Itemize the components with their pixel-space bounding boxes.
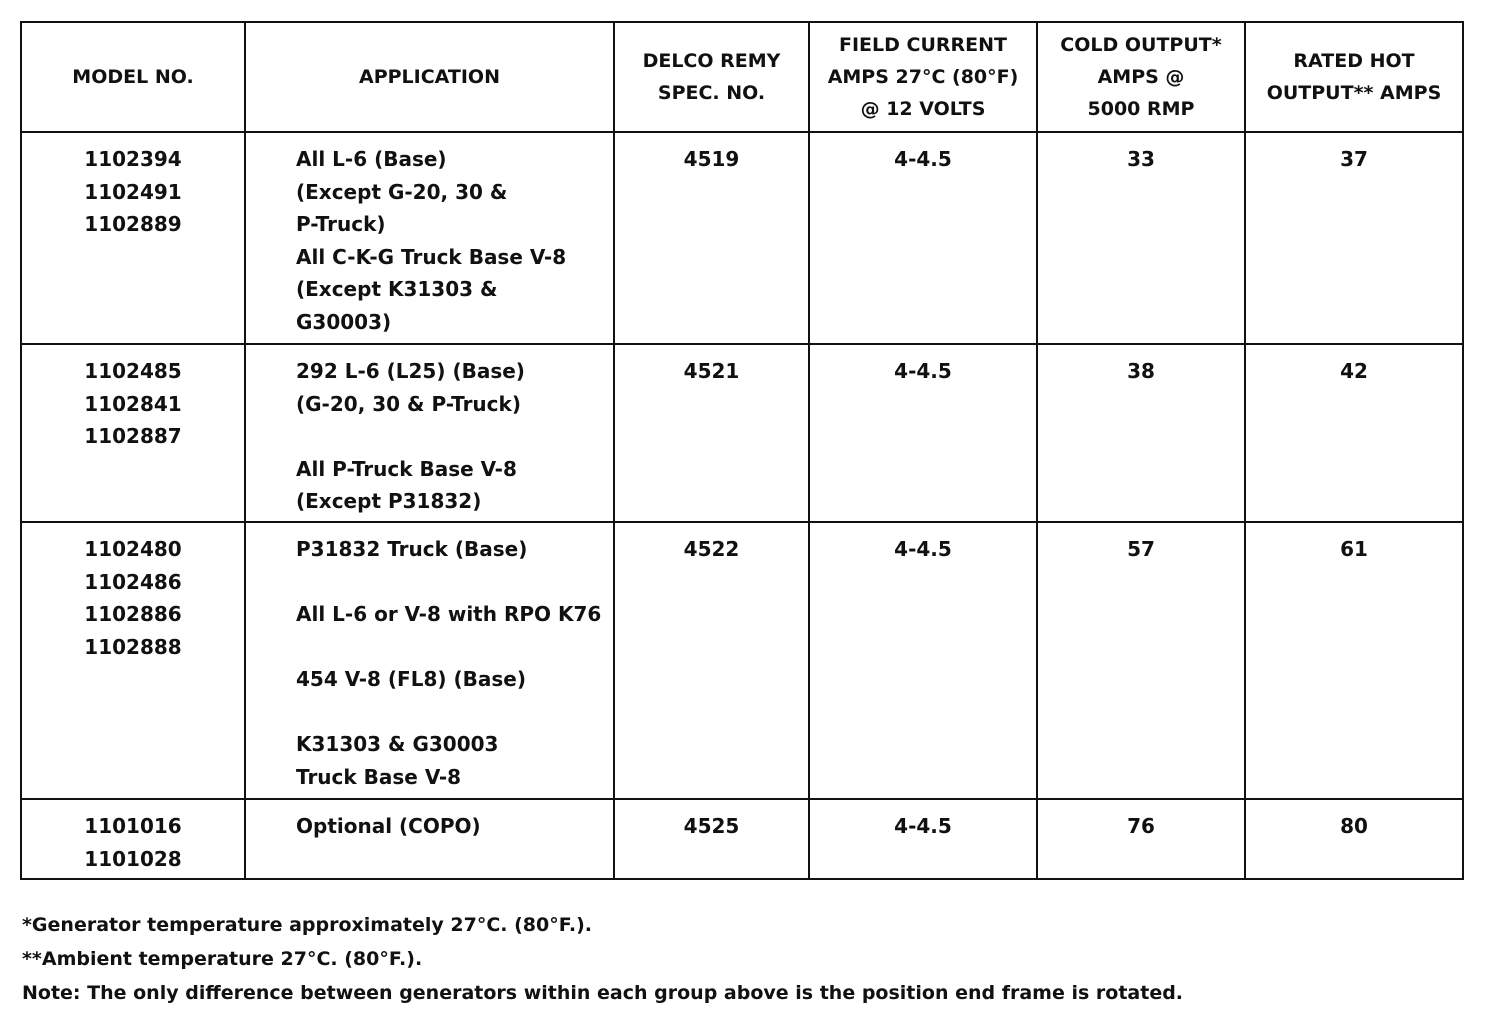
model-number: 1101016 [84, 814, 182, 838]
header-application: APPLICATION [245, 22, 614, 132]
model-numbers-cell [21, 522, 245, 799]
application-spacer [296, 696, 612, 729]
application-cell [245, 132, 614, 344]
model-numbers-cell [21, 132, 245, 344]
hot-output-cell: 42 [1245, 344, 1463, 522]
application-line: (Except P31832) [296, 489, 482, 513]
field-current-cell: 4-4.5 [809, 522, 1037, 799]
application-line: G30003) [296, 309, 392, 334]
application-cell [245, 344, 614, 522]
application-line: All L-6 (Base) [296, 147, 447, 171]
application-spacer [296, 631, 612, 664]
application-line: All C-K-G Truck Base V-8 [296, 244, 567, 269]
header-cold-output: COLD OUTPUT* AMPS @ 5000 RMP [1037, 22, 1245, 132]
model-number: 1102888 [84, 634, 182, 659]
application-line: P31832 Truck (Base) [296, 537, 528, 561]
cold-output-cell: 76 [1037, 799, 1245, 879]
application-line: (Except K31303 & [296, 277, 498, 301]
model-number: 1102485 [84, 359, 182, 383]
model-number: 1102887 [84, 424, 182, 448]
model-numbers-cell [21, 344, 245, 522]
model-number: 1101028 [84, 846, 182, 871]
model-number: 1102889 [84, 212, 182, 236]
table-row [21, 799, 1463, 879]
header-field-current: FIELD CURRENT AMPS 27°C (80°F) @ 12 VOLTS [809, 22, 1037, 132]
hot-output-cell: 61 [1245, 522, 1463, 799]
spec-number-cell: 4519 [614, 132, 809, 344]
footnote-generator-temperature: *Generator temperature approximately 27°C. (80°F.). [22, 914, 593, 936]
spec-number-cell: 4521 [614, 344, 809, 522]
application-line: P-Truck) [296, 212, 386, 236]
model-number: 1102394 [84, 147, 182, 171]
model-number: 1102480 [84, 537, 182, 561]
spec-number-cell: 4522 [614, 522, 809, 799]
application-line: All L-6 or V-8 with RPO K76 [296, 602, 602, 626]
model-number: 1102886 [84, 602, 182, 626]
footnotes [22, 908, 1462, 1010]
application-line: All P-Truck Base V-8 [296, 456, 517, 481]
model-number: 1102841 [84, 391, 182, 416]
hot-output-cell: 80 [1245, 799, 1463, 879]
cold-output-cell: 38 [1037, 344, 1245, 522]
model-number: 1102486 [84, 569, 182, 594]
model-numbers-cell [21, 799, 245, 879]
table-row [21, 344, 1463, 522]
application-spacer [296, 566, 612, 599]
header-rated-hot-output: RATED HOT OUTPUT** AMPS [1245, 22, 1463, 132]
model-number: 1102491 [84, 179, 182, 204]
application-line: (Except G-20, 30 & [296, 179, 508, 204]
footnote-ambient-temperature: **Ambient temperature 27°C. (80°F.). [22, 948, 423, 970]
application-line: Truck Base V-8 [296, 764, 462, 789]
header-row [21, 22, 1463, 132]
application-line: (G-20, 30 & P-Truck) [296, 391, 521, 416]
header-model-no: MODEL NO. [21, 22, 245, 132]
application-line: 292 L-6 (L25) (Base) [296, 359, 525, 383]
application-line: 454 V-8 (FL8) (Base) [296, 667, 526, 691]
field-current-cell: 4-4.5 [809, 799, 1037, 879]
application-line: Optional (COPO) [296, 814, 481, 838]
table-row [21, 522, 1463, 799]
table-row [21, 132, 1463, 344]
application-spacer [296, 420, 612, 453]
application-cell [245, 522, 614, 799]
field-current-cell: 4-4.5 [809, 132, 1037, 344]
cold-output-cell: 33 [1037, 132, 1245, 344]
generator-spec-table [20, 21, 1464, 880]
cold-output-cell: 57 [1037, 522, 1245, 799]
hot-output-cell: 37 [1245, 132, 1463, 344]
header-delco-remy-spec-no: DELCO REMY SPEC. NO. [614, 22, 809, 132]
spec-number-cell: 4525 [614, 799, 809, 879]
application-cell [245, 799, 614, 879]
footnote-note: Note: The only difference between generators within each group above is the position end frame is rotated. [22, 982, 1184, 1004]
application-line: K31303 & G30003 [296, 732, 499, 756]
field-current-cell: 4-4.5 [809, 344, 1037, 522]
